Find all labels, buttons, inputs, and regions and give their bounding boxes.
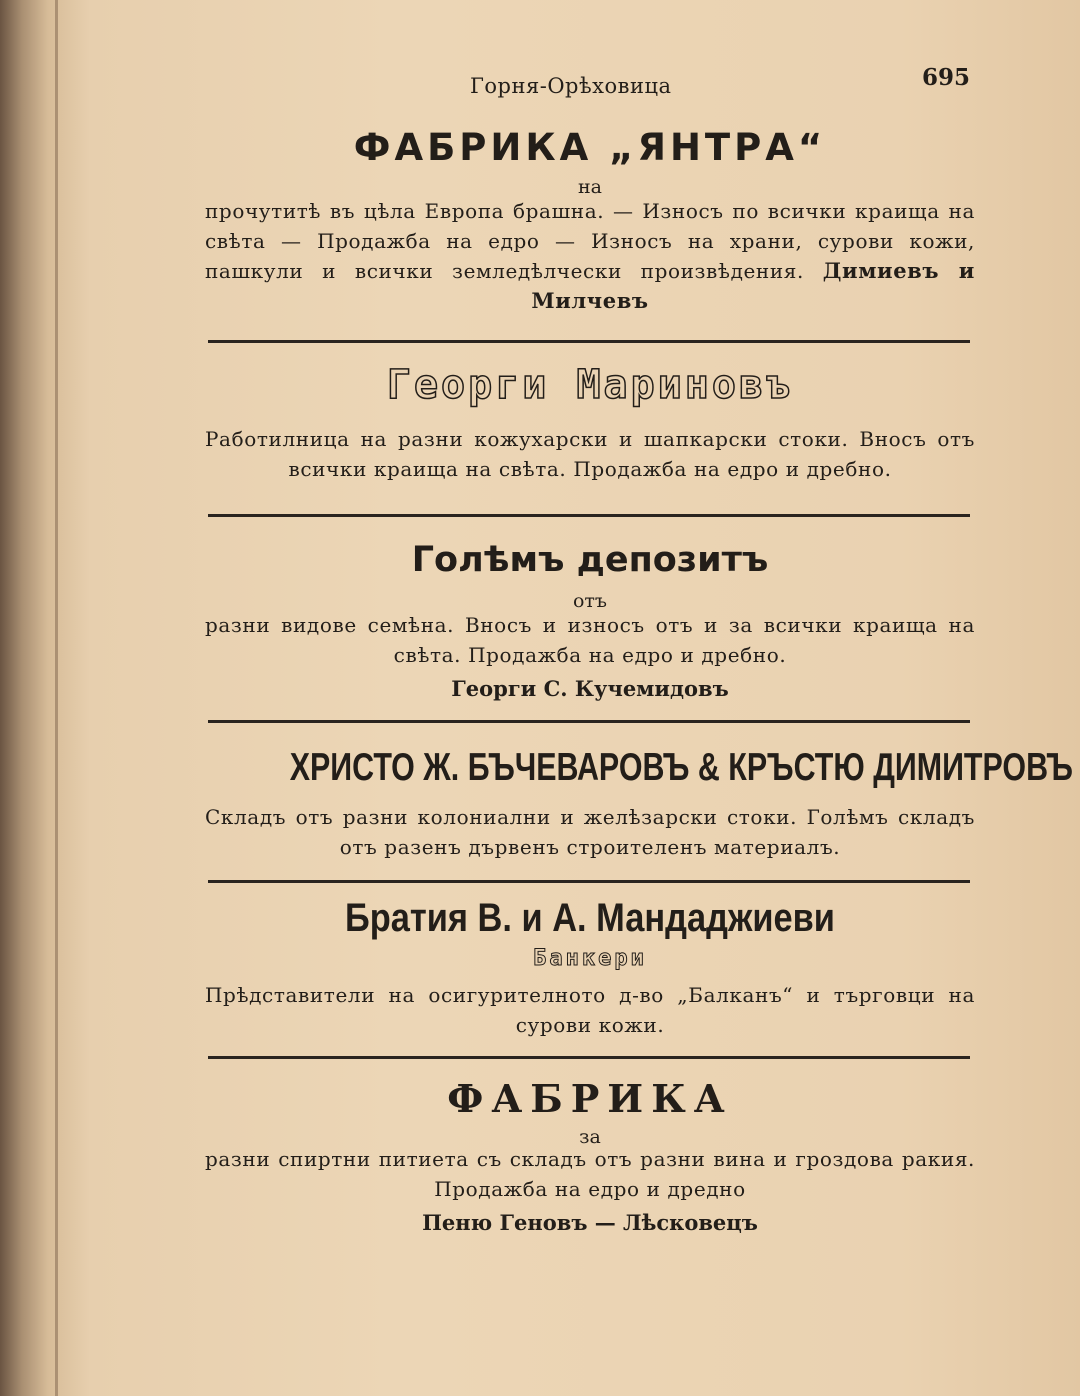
binding-gutter: [55, 0, 58, 1396]
divider-rule: [208, 514, 970, 517]
running-head: Горня-Орѣховица: [470, 74, 672, 98]
divider-rule: [208, 1056, 970, 1059]
ad-1-title: ФАБРИКА „ЯНТРА“: [353, 126, 827, 169]
ad-6-body: разни спиртни питиета съ складъ отъ разни вина и гроздова ракия. Продажба на едро и дредно: [205, 1147, 975, 1201]
ad-6-title: ФАБРИКА: [447, 1076, 733, 1121]
ad-6-signature: Пеню Геновъ — Лѣсковецъ: [422, 1210, 758, 1235]
ad-1-connector: на: [578, 176, 602, 198]
ad-4-title: ХРИСТО Ж. БЪЧЕВАРОВЪ & КРЪСТЮ ДИМИТРОВЪ: [289, 746, 1073, 789]
ad-5-body: Прѣдставители на осигурителното д-во „Балканъ“ и търговци на сурови кожи.: [205, 983, 975, 1037]
ad-3-connector: отъ: [572, 590, 608, 612]
divider-rule: [208, 880, 970, 883]
divider-rule: [208, 720, 970, 723]
ad-3-body: разни видове семѣна. Вносъ и износъ отъ и за всички краища на свѣта. Продажба на едро и дребно.: [205, 613, 975, 667]
ad-3-signature: Георги С. Кучемидовъ: [451, 676, 729, 701]
ad-5-title: Братия В. и А. Мандаджиеви: [345, 896, 835, 940]
ad-4-body: Складъ отъ разни колониални и желѣзарски стоки. Голѣмъ складъ отъ разенъ дървенъ строителенъ материалъ.: [205, 805, 975, 859]
divider-rule: [208, 340, 970, 343]
ad-1-body-text: прочутитѣ въ цѣла Европа брашна. — Износъ по всички краища на свѣта — Продажба на едро — Износъ на храни, сурови кожи, пашкули и всички земледѣлчески произвѣдения.: [205, 199, 975, 283]
ad-1-signature: Димиевъ и Милчевъ: [531, 258, 975, 313]
ad-2-title: Георги Мариновъ: [386, 362, 794, 408]
ad-1-body: [205, 196, 975, 316]
page-number: 695: [922, 64, 971, 91]
ad-6-connector: за: [579, 1126, 601, 1148]
ad-3-title: Голѣмъ депозитъ: [411, 540, 769, 580]
ad-5-subtitle: Банкери: [533, 946, 647, 971]
ad-2-body: Работилница на разни кожухарски и шапкарски стоки. Вносъ отъ всички краища на свѣта. Продажба на едро и дребно.: [205, 427, 975, 481]
